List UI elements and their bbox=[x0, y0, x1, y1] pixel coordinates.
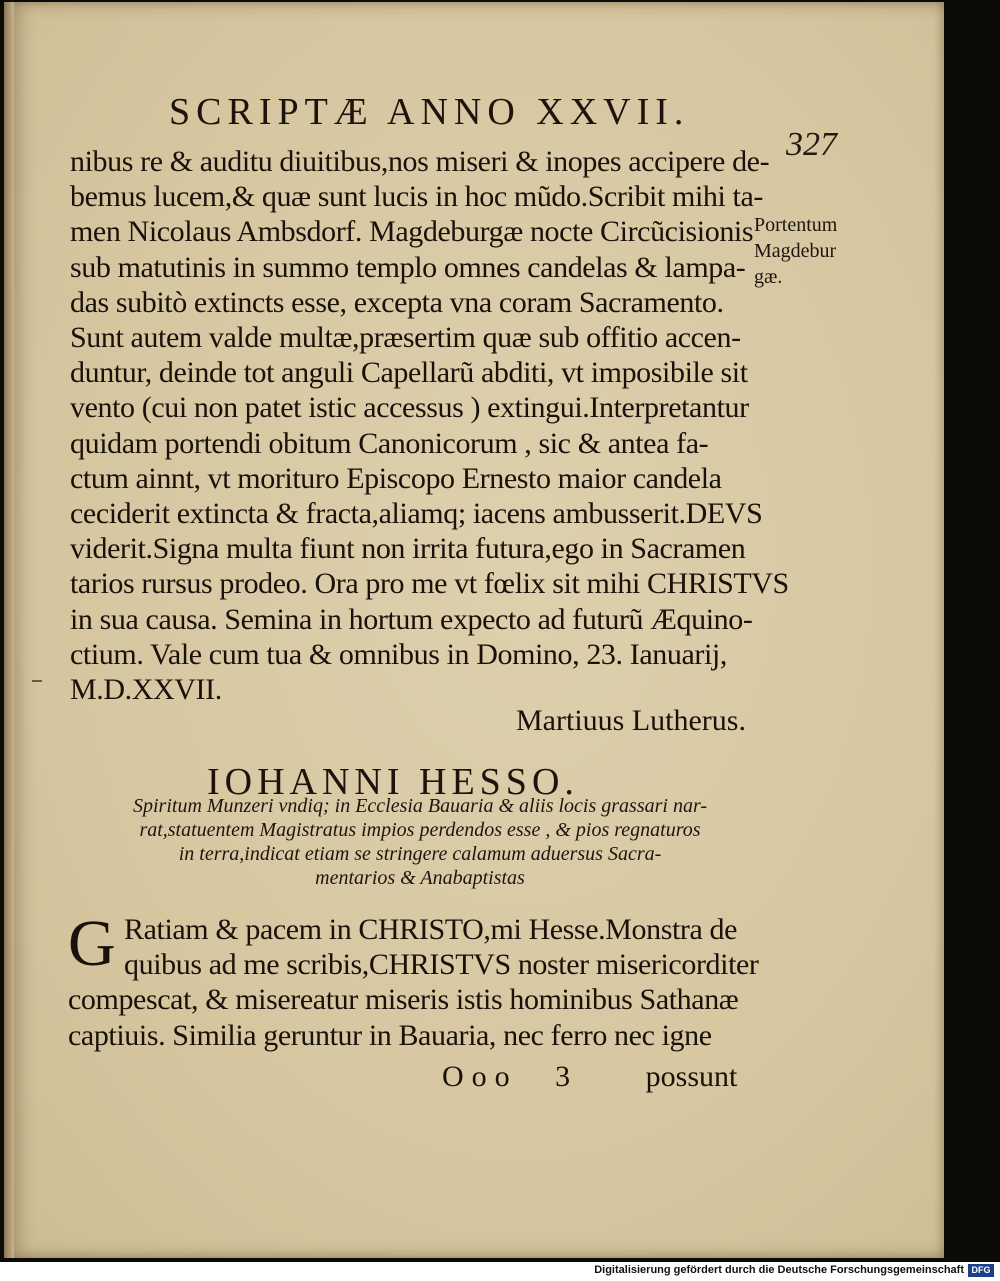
funding-credit: Digitalisierung gefördert durch die Deutsche Forschungsgemeinschaft bbox=[594, 1264, 964, 1276]
marginal-note-line: Magdebur bbox=[754, 240, 837, 262]
text-line: nibus re & auditu diuitibus,nos miseri & inopes accipere de- bbox=[70, 145, 770, 178]
summary-line: mentarios & Anabaptistas bbox=[315, 867, 525, 889]
text-line: viderit.Signa multa fiunt non irrita futura,ego in Sacramen bbox=[70, 532, 746, 566]
text-line: in sua causa. Semina in hortum expecto ad futurũ Æquino- bbox=[70, 602, 753, 636]
dfg-logo: DFG bbox=[968, 1264, 994, 1277]
section-title: IOHANNI HESSO. bbox=[207, 761, 579, 803]
running-header: SCRIPTÆ ANNO XXVII. bbox=[169, 91, 690, 133]
marginal-note-line: Portentum bbox=[754, 214, 838, 236]
page-number: 327 bbox=[786, 126, 837, 163]
signature-mark: Ooo bbox=[442, 1060, 518, 1093]
text-line: compescat, & misereatur miseris istis hominibus Sathanæ bbox=[68, 983, 739, 1017]
drop-capital: G bbox=[68, 907, 116, 980]
letter-body-text bbox=[70, 144, 789, 707]
signature-number: 3 bbox=[555, 1060, 571, 1093]
catchword: possunt bbox=[645, 1060, 738, 1093]
page-binding-edge bbox=[4, 2, 14, 1258]
text-line: bemus lucem,& quæ sunt lucis in hoc mũdo.Scribit mihi ta- bbox=[70, 180, 763, 214]
text-line: ceciderit extincta & fracta,aliamq; iacens ambusserit.DEVS bbox=[70, 497, 763, 531]
text-line: das subitò extincts esse, excepta vna coram Sacramento. bbox=[70, 285, 724, 319]
text-line: vento (cui non patet istic accessus ) extingui.Interpretantur bbox=[70, 391, 749, 425]
text-line: ctum ainnt, vt morituro Episcopo Ernesto maior candela bbox=[70, 461, 722, 495]
text-line: sub matutinis in summo templo omnes candelas & lampa- bbox=[70, 250, 746, 284]
marginal-note-line: gæ. bbox=[754, 266, 783, 288]
text-line: duntur, deinde tot anguli Capellarũ abditi, vt imposibile sit bbox=[70, 356, 748, 390]
summary-line: in terra,indicat etiam se stringere calamum aduersus Sacra- bbox=[178, 843, 662, 865]
summary-line: rat,statuentem Magistratus impios perdendos esse , & pios regnaturos bbox=[139, 819, 701, 841]
summary-line: Spiritum Munzeri vndiq; in Ecclesia Bauaria & aliis locis grassari nar- bbox=[132, 795, 708, 817]
second-letter bbox=[68, 907, 768, 1053]
text-line: ctium. Vale cum tua & omnibus in Domino, 23. Ianuarij, bbox=[70, 637, 727, 671]
margin-mark bbox=[32, 680, 42, 682]
text-line: M.D.XXVII. bbox=[70, 673, 222, 707]
text-line: captiuis. Similia geruntur in Bauaria, nec ferro nec igne bbox=[68, 1018, 712, 1052]
text-line: Ratiam & pacem in CHRISTO,mi Hesse.Monstra de bbox=[124, 913, 738, 946]
text-line: quibus ad me scribis,CHRISTVS noster misericorditer bbox=[124, 948, 759, 982]
book-page bbox=[4, 2, 944, 1258]
text-line: tarios rursus prodeo. Ora pro me vt fœlix sit mihi CHRISTVS bbox=[70, 567, 789, 601]
signature: Martiuus Lutherus. bbox=[516, 704, 746, 737]
text-line: men Nicolaus Ambsdorf. Magdeburgæ nocte Circũcisionis bbox=[70, 215, 754, 249]
text-line: quidam portendi obitum Canonicorum , sic & antea fa- bbox=[70, 426, 709, 460]
catchline bbox=[442, 1060, 737, 1094]
text-line: Sunt autem valde multæ,præsertim quæ sub offitio accen- bbox=[70, 321, 741, 355]
marginal-note bbox=[754, 212, 837, 290]
letter-summary bbox=[70, 794, 770, 890]
